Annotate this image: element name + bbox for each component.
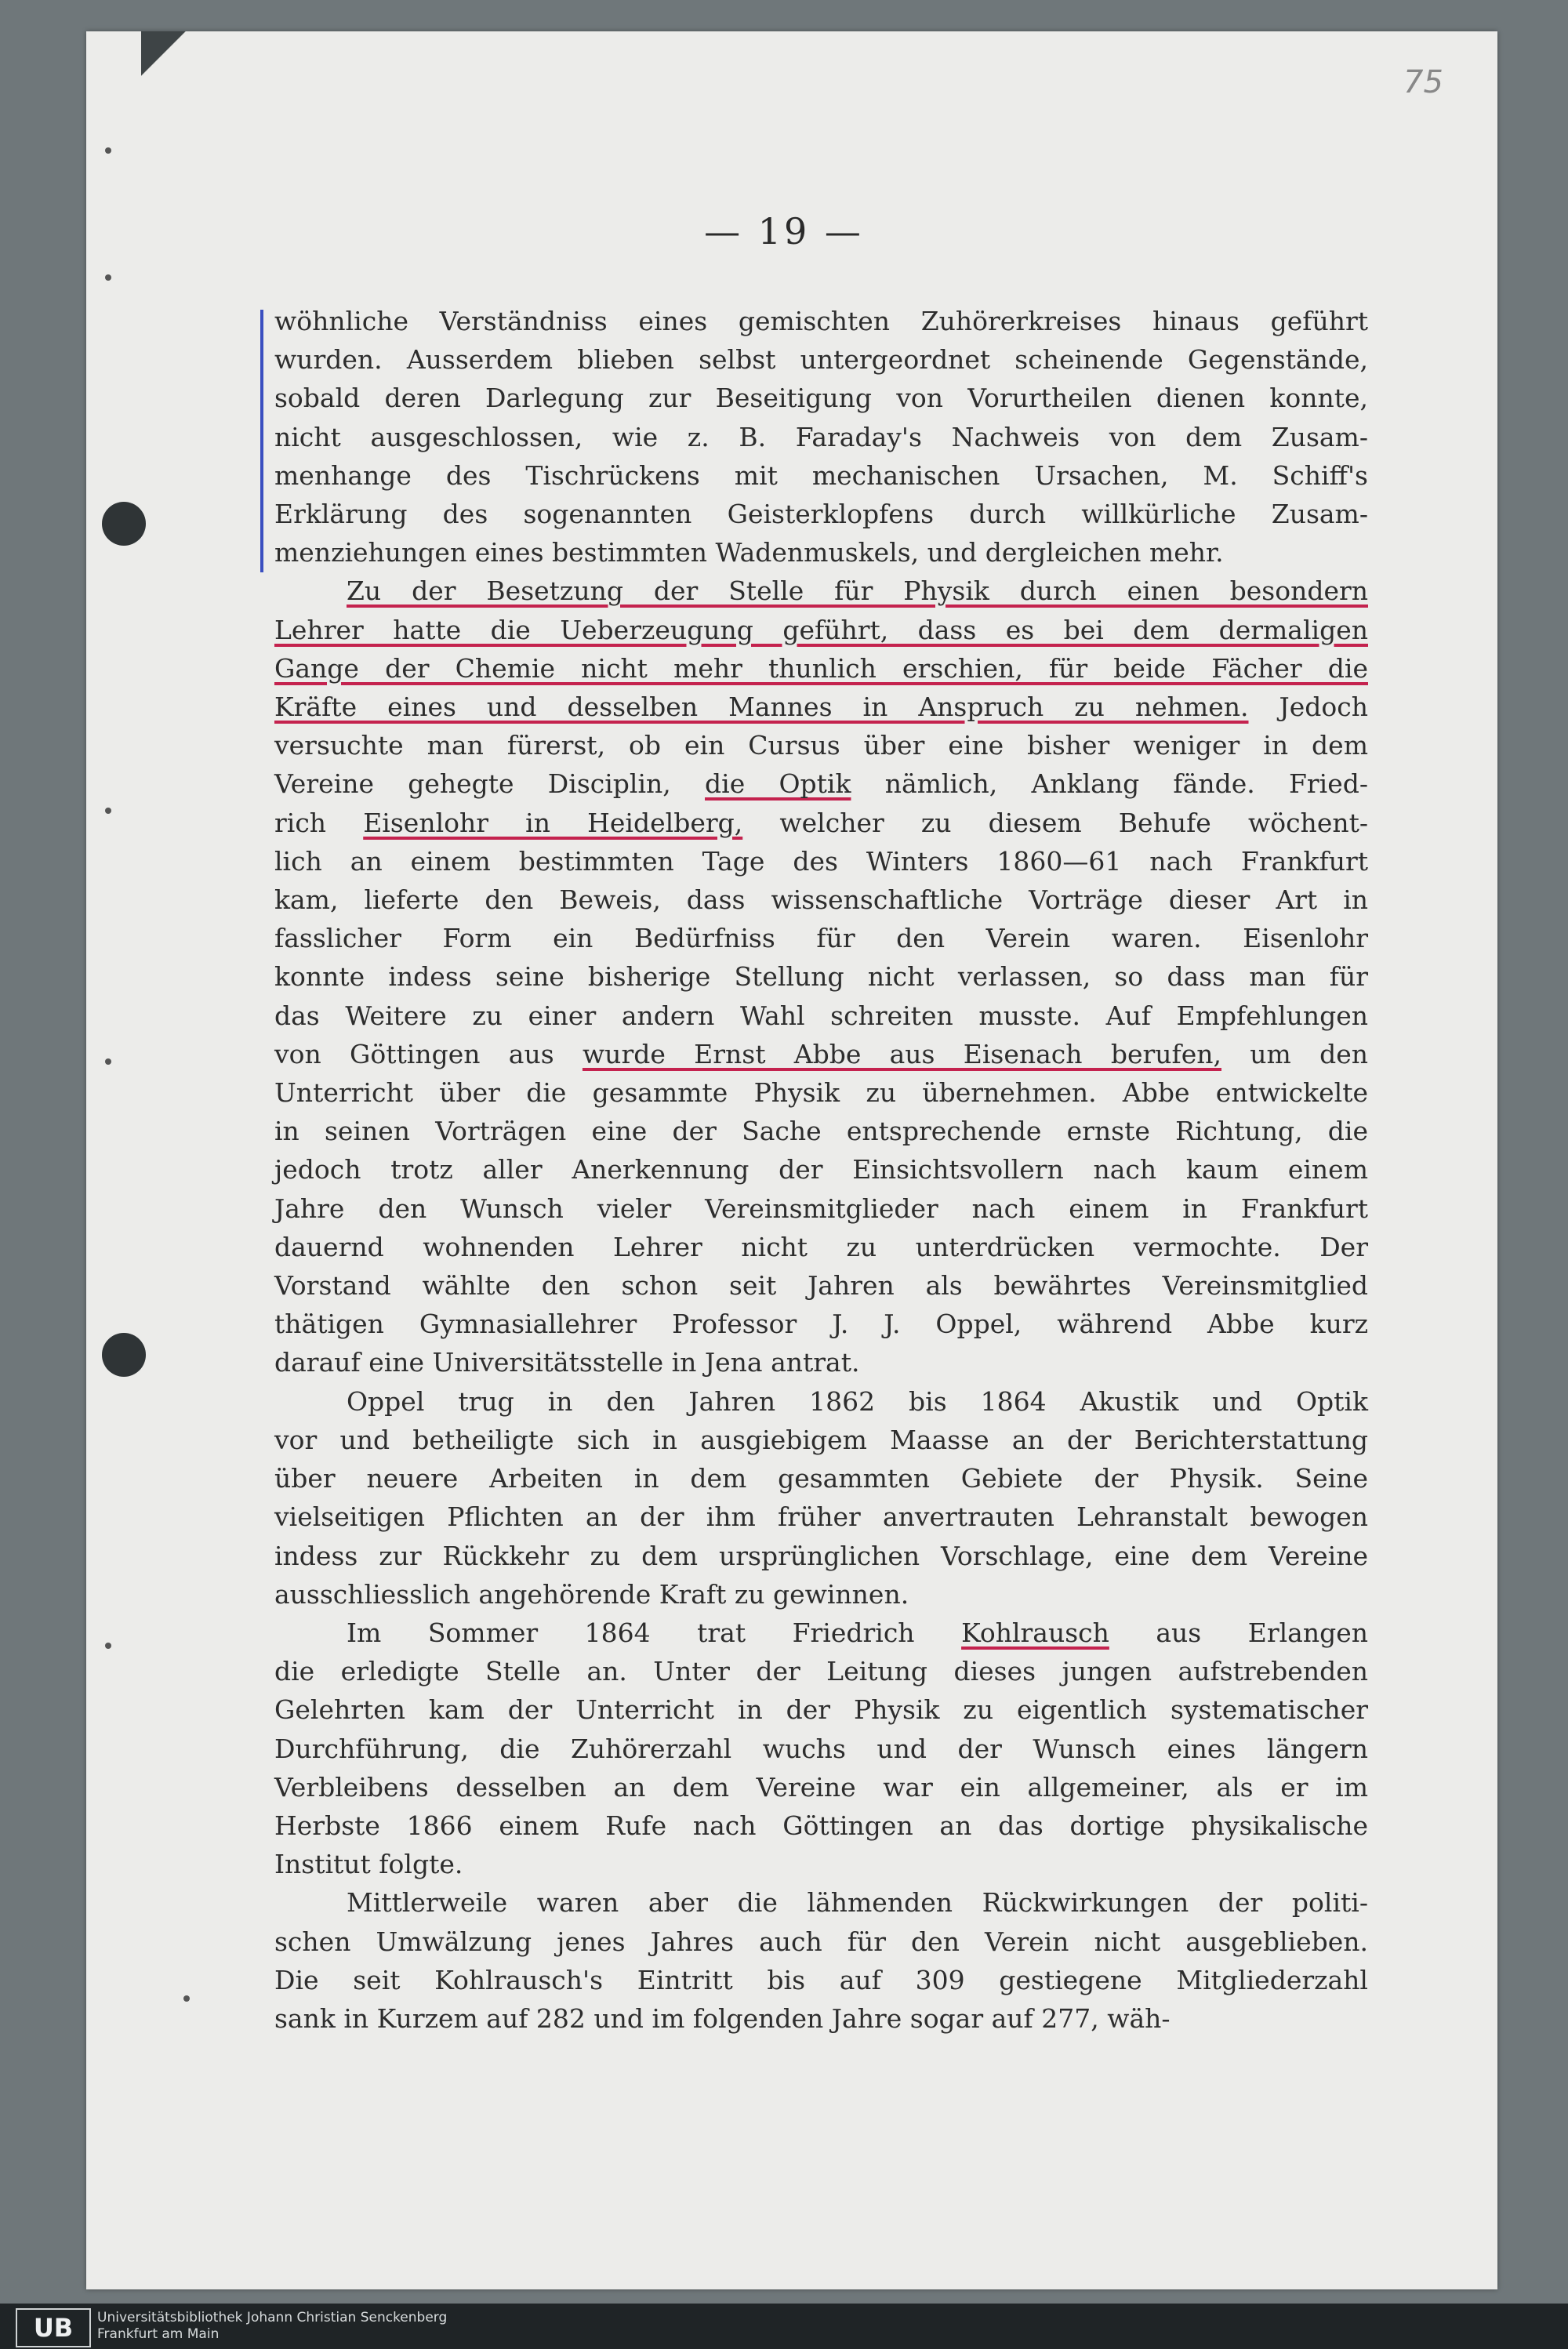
margin-dot [105,147,111,154]
text-line [274,572,1368,610]
blue-margin-mark [260,310,263,572]
underlined-passage: Zu der Besetzung der Stelle für Physik durch einen besondern [347,575,1368,607]
text-line [274,1806,1368,1845]
text-line [274,1690,1368,1729]
text-line: ausschliesslich angehörende Kraft zu gewinnen. [274,1578,909,1610]
text-line [274,611,1368,649]
text-line: schen Umwälzung jenes Jahres auch für den Verein nicht ausgeblieben. [274,1926,1368,1957]
text-line: nicht ausgeschlossen, wie z. B. Faraday's Nachweis von dem Zusam- [274,421,1368,452]
text-fragment: nämlich, Anklang fände. Fried- [851,768,1368,800]
text-line [274,726,1368,764]
text-line [274,1150,1368,1189]
text-line: indess zur Rückkehr zu dem ursprünglichen Vorschlage, eine dem Vereine [274,1540,1368,1571]
underlined-passage: Lehrer hatte die Ueberzeugung geführt, dass es bei dem dermaligen [274,614,1368,645]
text-line [274,1266,1368,1305]
text-line [274,1730,1368,1768]
text-line [274,1652,1368,1690]
text-line [274,649,1368,688]
text-fragment: kam, lieferte den Beweis, dass wissenschaftliche Vorträge dieser Art in [274,884,1368,916]
text-line: vor und betheiligte sich in ausgiebigem Maasse an der Berichterstattung [274,1424,1368,1455]
torn-corner [141,31,188,94]
punch-hole [102,502,146,546]
text-fragment: Vereine gehegte Disciplin, [274,768,706,800]
underlined-passage: Kräfte eines und desselben Mannes in Anspruch zu nehmen. [274,692,1249,723]
underlined-passage: wurde Ernst Abbe aus Eisenach berufen, [582,1038,1221,1069]
text-line [274,1073,1368,1112]
text-fragment: darauf eine Universitätsstelle in Jena antrat. [274,1347,860,1378]
text-fragment: konnte indess seine bisherige Stellung nicht verlassen, so dass man für [274,961,1368,993]
page-number: — 19 — [704,210,864,252]
underlined-passage: Kohlrausch [961,1617,1109,1648]
text-line: wurden. Ausserdem blieben selbst untergeordnet scheinende Gegenstände, [274,344,1368,376]
punch-hole [102,1333,146,1377]
text-line [274,1614,1368,1652]
text-fragment: fasslicher Form ein Bedürfniss für den Verein waren. Eisenlohr [274,923,1368,954]
text-line: Oppel trug in den Jahren 1862 bis 1864 Akustik und Optik [347,1385,1368,1417]
text-fragment: versuchte man fürerst, ob ein Cursus über eine bisher weniger in dem [274,730,1368,761]
text-fragment: von Göttingen aus [274,1038,583,1069]
text-fragment: Im Sommer 1864 trat Friedrich [347,1617,962,1648]
text-line: vielseitigen Pflichten an der ihm früher anvertrauten Lehranstalt bewogen [274,1501,1368,1533]
text-fragment: Herbste 1866 einem Rufe nach Göttingen an das dortige physikalische [274,1810,1368,1841]
text-line [274,1035,1368,1073]
text-fragment: Verbleibens desselben an dem Vereine war ein allgemeiner, als er im [274,1771,1368,1803]
text-line: über neuere Arbeiten in dem gesammten Gebiete der Physik. Seine [274,1463,1368,1494]
text-line [274,804,1368,842]
underlined-passage: die Optik [705,768,851,800]
text-fragment: Durchführung, die Zuhörerzahl wuchs und der Wunsch eines längern [274,1733,1368,1764]
text-line [274,1768,1368,1806]
text-fragment: das Weitere zu einer andern Wahl schreiten musste. Auf Empfehlungen [274,1000,1368,1031]
text-line: Mittlerweile waren aber die lähmenden Rückwirkungen der politi- [347,1887,1368,1919]
text-line [274,842,1368,880]
library-name: Universitätsbibliothek Johann Christian Senckenberg [97,2310,448,2325]
text-line [274,764,1368,803]
text-line [274,1228,1368,1266]
text-fragment: Institut folgte. [274,1849,463,1880]
text-line: sobald deren Darlegung zur Beseitigung von Vorurtheilen dienen konnte, [274,383,1368,414]
text-line [274,997,1368,1035]
margin-dot [105,1058,111,1065]
text-fragment: rich [274,807,364,838]
text-line: Erklärung des sogenannten Geisterklopfens durch willkürliche Zusam- [274,499,1368,530]
text-line [274,1343,1368,1381]
margin-dot [105,808,111,814]
margin-dot [105,1643,111,1649]
text-line: Die seit Kohlrausch's Eintritt bis auf 309 gestiegene Mitgliederzahl [274,1964,1368,1995]
text-fragment: in seinen Vorträgen eine der Sache entsprechende ernste Richtung, die [274,1116,1368,1147]
text-fragment: dauernd wohnenden Lehrer nicht zu unterdrücken vermochte. Der [274,1231,1368,1262]
library-city: Frankfurt am Main [97,2326,220,2342]
ub-logo: UB [16,2308,91,2347]
paragraph-2 [274,572,1368,1381]
text-line [274,688,1368,726]
text-fragment: Jedoch [1248,692,1368,723]
library-credit [97,2310,447,2343]
text-fragment: aus Erlangen [1109,1617,1368,1648]
text-line [274,957,1368,996]
text-line: wöhnliche Verständniss eines gemischten Zuhörerkreises hinaus geführt [274,306,1368,336]
text-fragment: Gelehrten kam der Unterricht in der Physik zu eigentlich systematischer [274,1694,1368,1726]
underlined-passage: Gange der Chemie nicht mehr thunlich erschien, für beide Fächer die [274,652,1368,684]
text-fragment: Jahre den Wunsch vieler Vereinsmitglieder nach einem in Frankfurt [274,1193,1368,1224]
text-line: menhange des Tischrückens mit mechanischen Ursachen, M. Schiff's [274,459,1368,491]
text-line [274,1112,1368,1150]
text-line [274,1189,1368,1228]
text-fragment: thätigen Gymnasiallehrer Professor J. J. Oppel, während Abbe kurz [274,1309,1368,1340]
paragraph-1 [274,302,1368,572]
library-footer [0,2304,1568,2349]
margin-dot [183,1995,190,2002]
margin-dot [105,274,111,281]
text-fragment: Vorstand wählte den schon seit Jahren als bewährtes Vereinsmitglied [274,1270,1368,1302]
text-line [274,880,1368,919]
paragraph-5 [274,1883,1368,2038]
text-line: sank in Kurzem auf 282 und im folgenden Jahre sogar auf 277, wäh- [274,2002,1171,2034]
text-line: menziehungen eines bestimmten Wadenmuskels, und dergleichen mehr. [274,537,1224,568]
text-fragment: Unterricht über die gesammte Physik zu übernehmen. Abbe entwickelte [274,1077,1368,1109]
text-fragment: um den [1221,1038,1369,1069]
underlined-passage: Eisenlohr in Heidelberg, [363,807,743,838]
paragraph-3 [274,1382,1368,1614]
archive-number: 75 [1403,64,1443,100]
text-line [274,1305,1368,1343]
text-fragment: jedoch trotz aller Anerkennung der Einsichtsvollern nach kaum einem [274,1154,1368,1185]
text-line [274,1845,1368,1883]
paragraph-4 [274,1614,1368,1883]
text-line [274,919,1368,957]
body-text [274,302,1368,2038]
text-fragment: die erledigte Stelle an. Unter der Leitung dieses jungen aufstrebenden [274,1656,1368,1687]
text-fragment: welcher zu diesem Behufe wöchent- [742,807,1369,838]
text-fragment: lich an einem bestimmten Tage des Winters 1860—61 nach Frankfurt [274,845,1368,877]
